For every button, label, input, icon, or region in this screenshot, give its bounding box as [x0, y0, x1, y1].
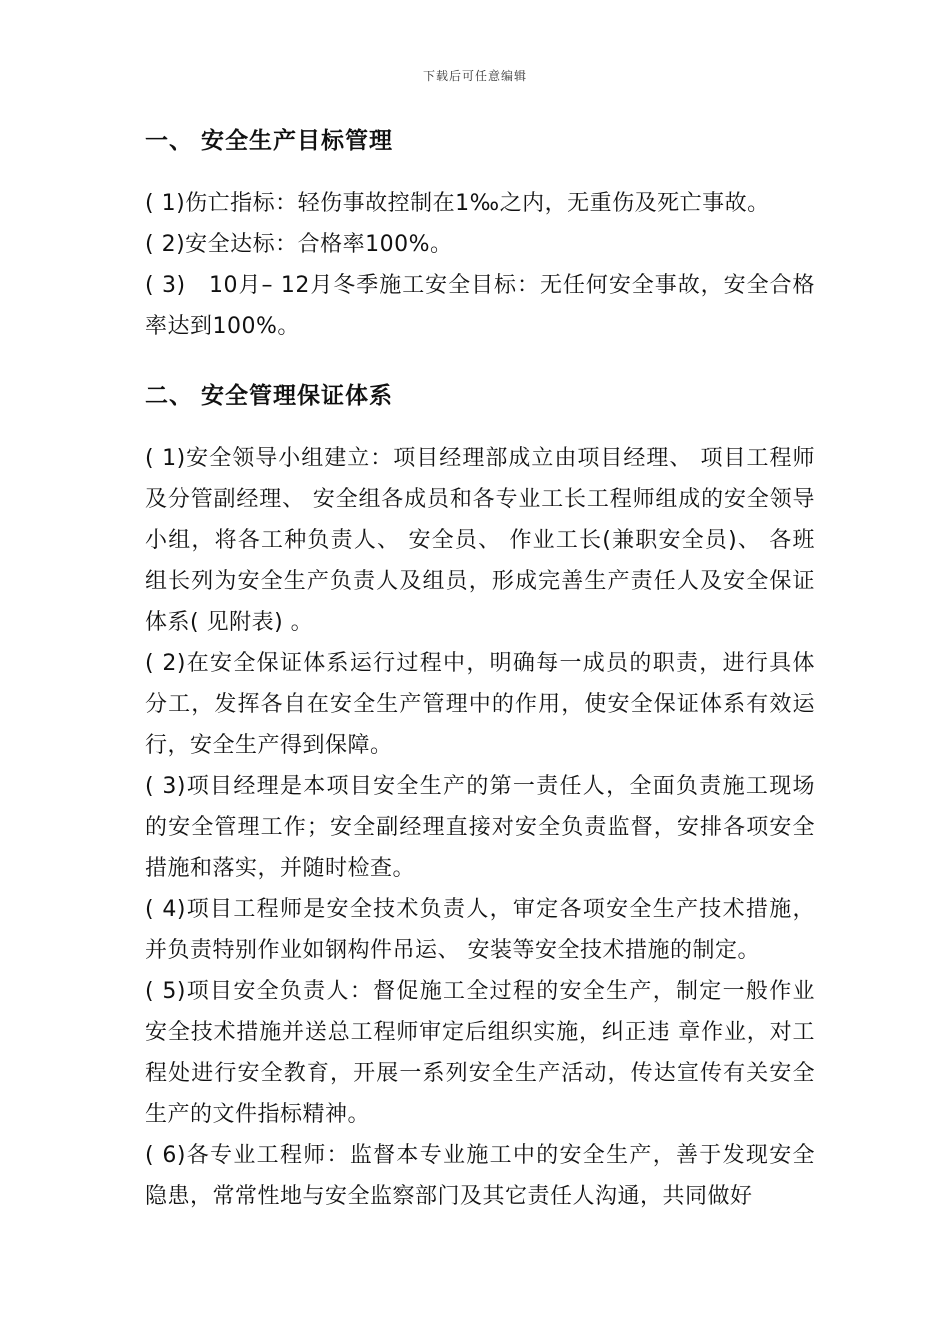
- section-2-item-4: ( 4)项目工程师是安全技术负责人，审定各项安全生产技术措施，并负责特别作业如钢构件吊运、 安装等安全技术措施的制定。: [145, 897, 815, 963]
- section-1-number: 一、: [145, 128, 193, 154]
- section-2-item-6: ( 6)各专业工程师：监督本专业施工中的安全生产，善于发现安全隐患，常常性地与安全监察部门及其它责任人沟通，共同做好: [145, 1143, 815, 1209]
- section-1-title: 安全生产目标管理: [201, 128, 393, 154]
- section-2-item-1: ( 1)安全领导小组建立：项目经理部成立由项目经理、 项目工程师及分管副经理、 安全组各成员和各专业工长工程师组成的安全领导小组，将各工种负责人、 安全员、 作业工长(兼职安全员)、 各班组长列为安全生产负责人及组员，形成完善生产责任人及安全保证体系( 见附表) 。: [145, 446, 815, 635]
- section-1-heading: [145, 122, 393, 155]
- section-2-item-2: ( 2)在安全保证体系运行过程中，明确每一成员的职责，进行具体分工，发挥各自在安全生产管理中的作用，使安全保证体系有效运行，安全生产得到保障。: [145, 651, 815, 758]
- section-1-items: [145, 183, 815, 347]
- header-note: 下载后可任意编辑: [422, 69, 527, 83]
- section-2-heading: [145, 377, 393, 410]
- section-1-item-1: ( 1)伤亡指标：轻伤事故控制在1‰之内，无重伤及死亡事故。: [145, 191, 770, 216]
- section-2-title: 安全管理保证体系: [201, 383, 393, 409]
- section-1-item-3: ( 3) 10月– 12月冬季施工安全目标：无任何安全事故，安全合格率达到100%。: [145, 273, 815, 339]
- section-2-item-5: ( 5)项目安全负责人：督促施工全过程的安全生产，制定一般作业安全技术措施并送总工程师审定后组织实施，纠正违 章作业，对工程处进行安全教育，开展一系列安全生产活动，传达宣传有关安全生产的文件指标精神。: [145, 979, 815, 1127]
- section-2-item-3: ( 3)项目经理是本项目安全生产的第一责任人，全面负责施工现场的安全管理工作；安全副经理直接对安全负责监督，安排各项安全措施和落实，并随时检查。: [145, 774, 815, 881]
- section-2-items: [145, 438, 815, 1217]
- section-1-item-2: ( 2)安全达标：合格率100%。: [145, 232, 453, 257]
- section-2-number: 二、: [145, 383, 193, 409]
